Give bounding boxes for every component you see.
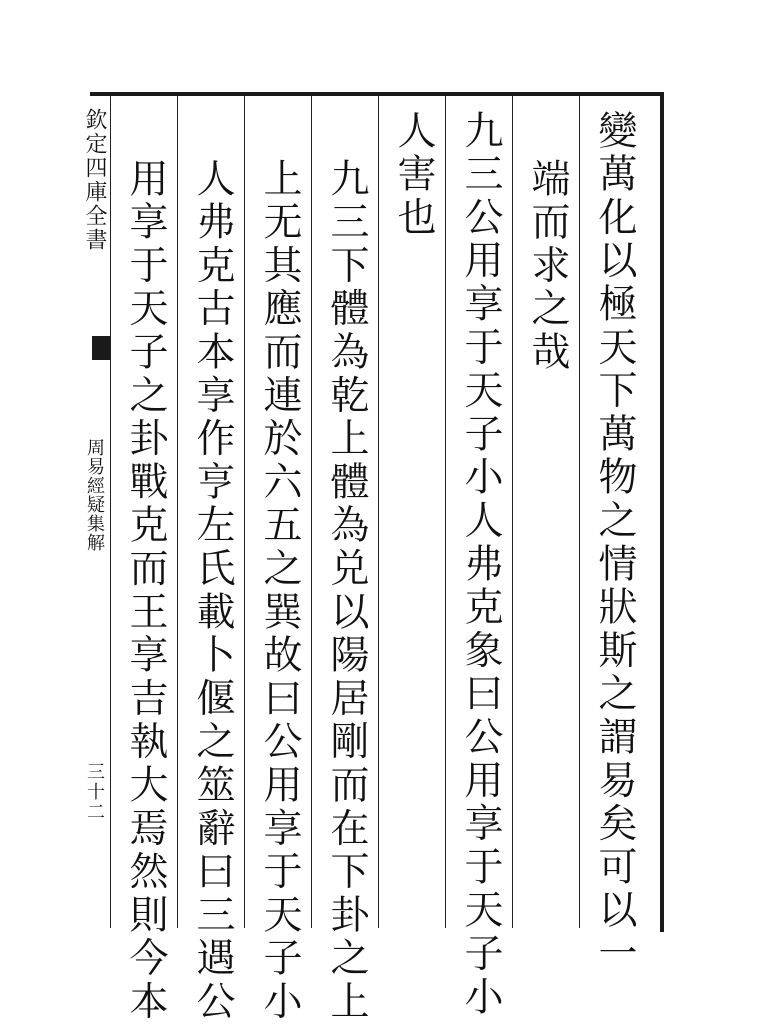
page-number: 三十二	[84, 762, 105, 822]
text-column-1: 變萬化以極天下萬物之情狀斯之謂易矣可以一	[592, 110, 637, 976]
text-column-6: 上无其應而連於六五之巽故曰公用享于天子小	[257, 158, 302, 1024]
column-rule	[110, 96, 111, 928]
column-rule	[445, 96, 446, 928]
column-rule	[512, 96, 513, 928]
fish-tail-mark	[92, 336, 110, 360]
text-column-2: 端而求之哉	[525, 158, 570, 375]
column-rule	[244, 96, 245, 928]
text-column-3: 九三公用享于天子小人弗克象曰公用享于天子小	[458, 110, 503, 1020]
book-section-title: 周易經疑集解	[84, 438, 105, 552]
margin-title: 欽定四庫全書	[82, 108, 107, 252]
text-column-5: 九三下體為乾上體為兑以陽居剛而在下卦之上	[324, 158, 369, 1024]
column-rule	[311, 96, 312, 928]
column-rule	[177, 96, 178, 928]
text-column-4: 人害也	[391, 110, 436, 240]
text-column-7: 人弗克古本享作亨左氏載卜偃之筮辭曰三遇公	[190, 158, 235, 1024]
column-rule	[378, 96, 379, 928]
column-rule	[579, 96, 580, 928]
text-column-8: 用享于天子之卦戰克而王享吉執大焉然則今本	[123, 158, 168, 1024]
